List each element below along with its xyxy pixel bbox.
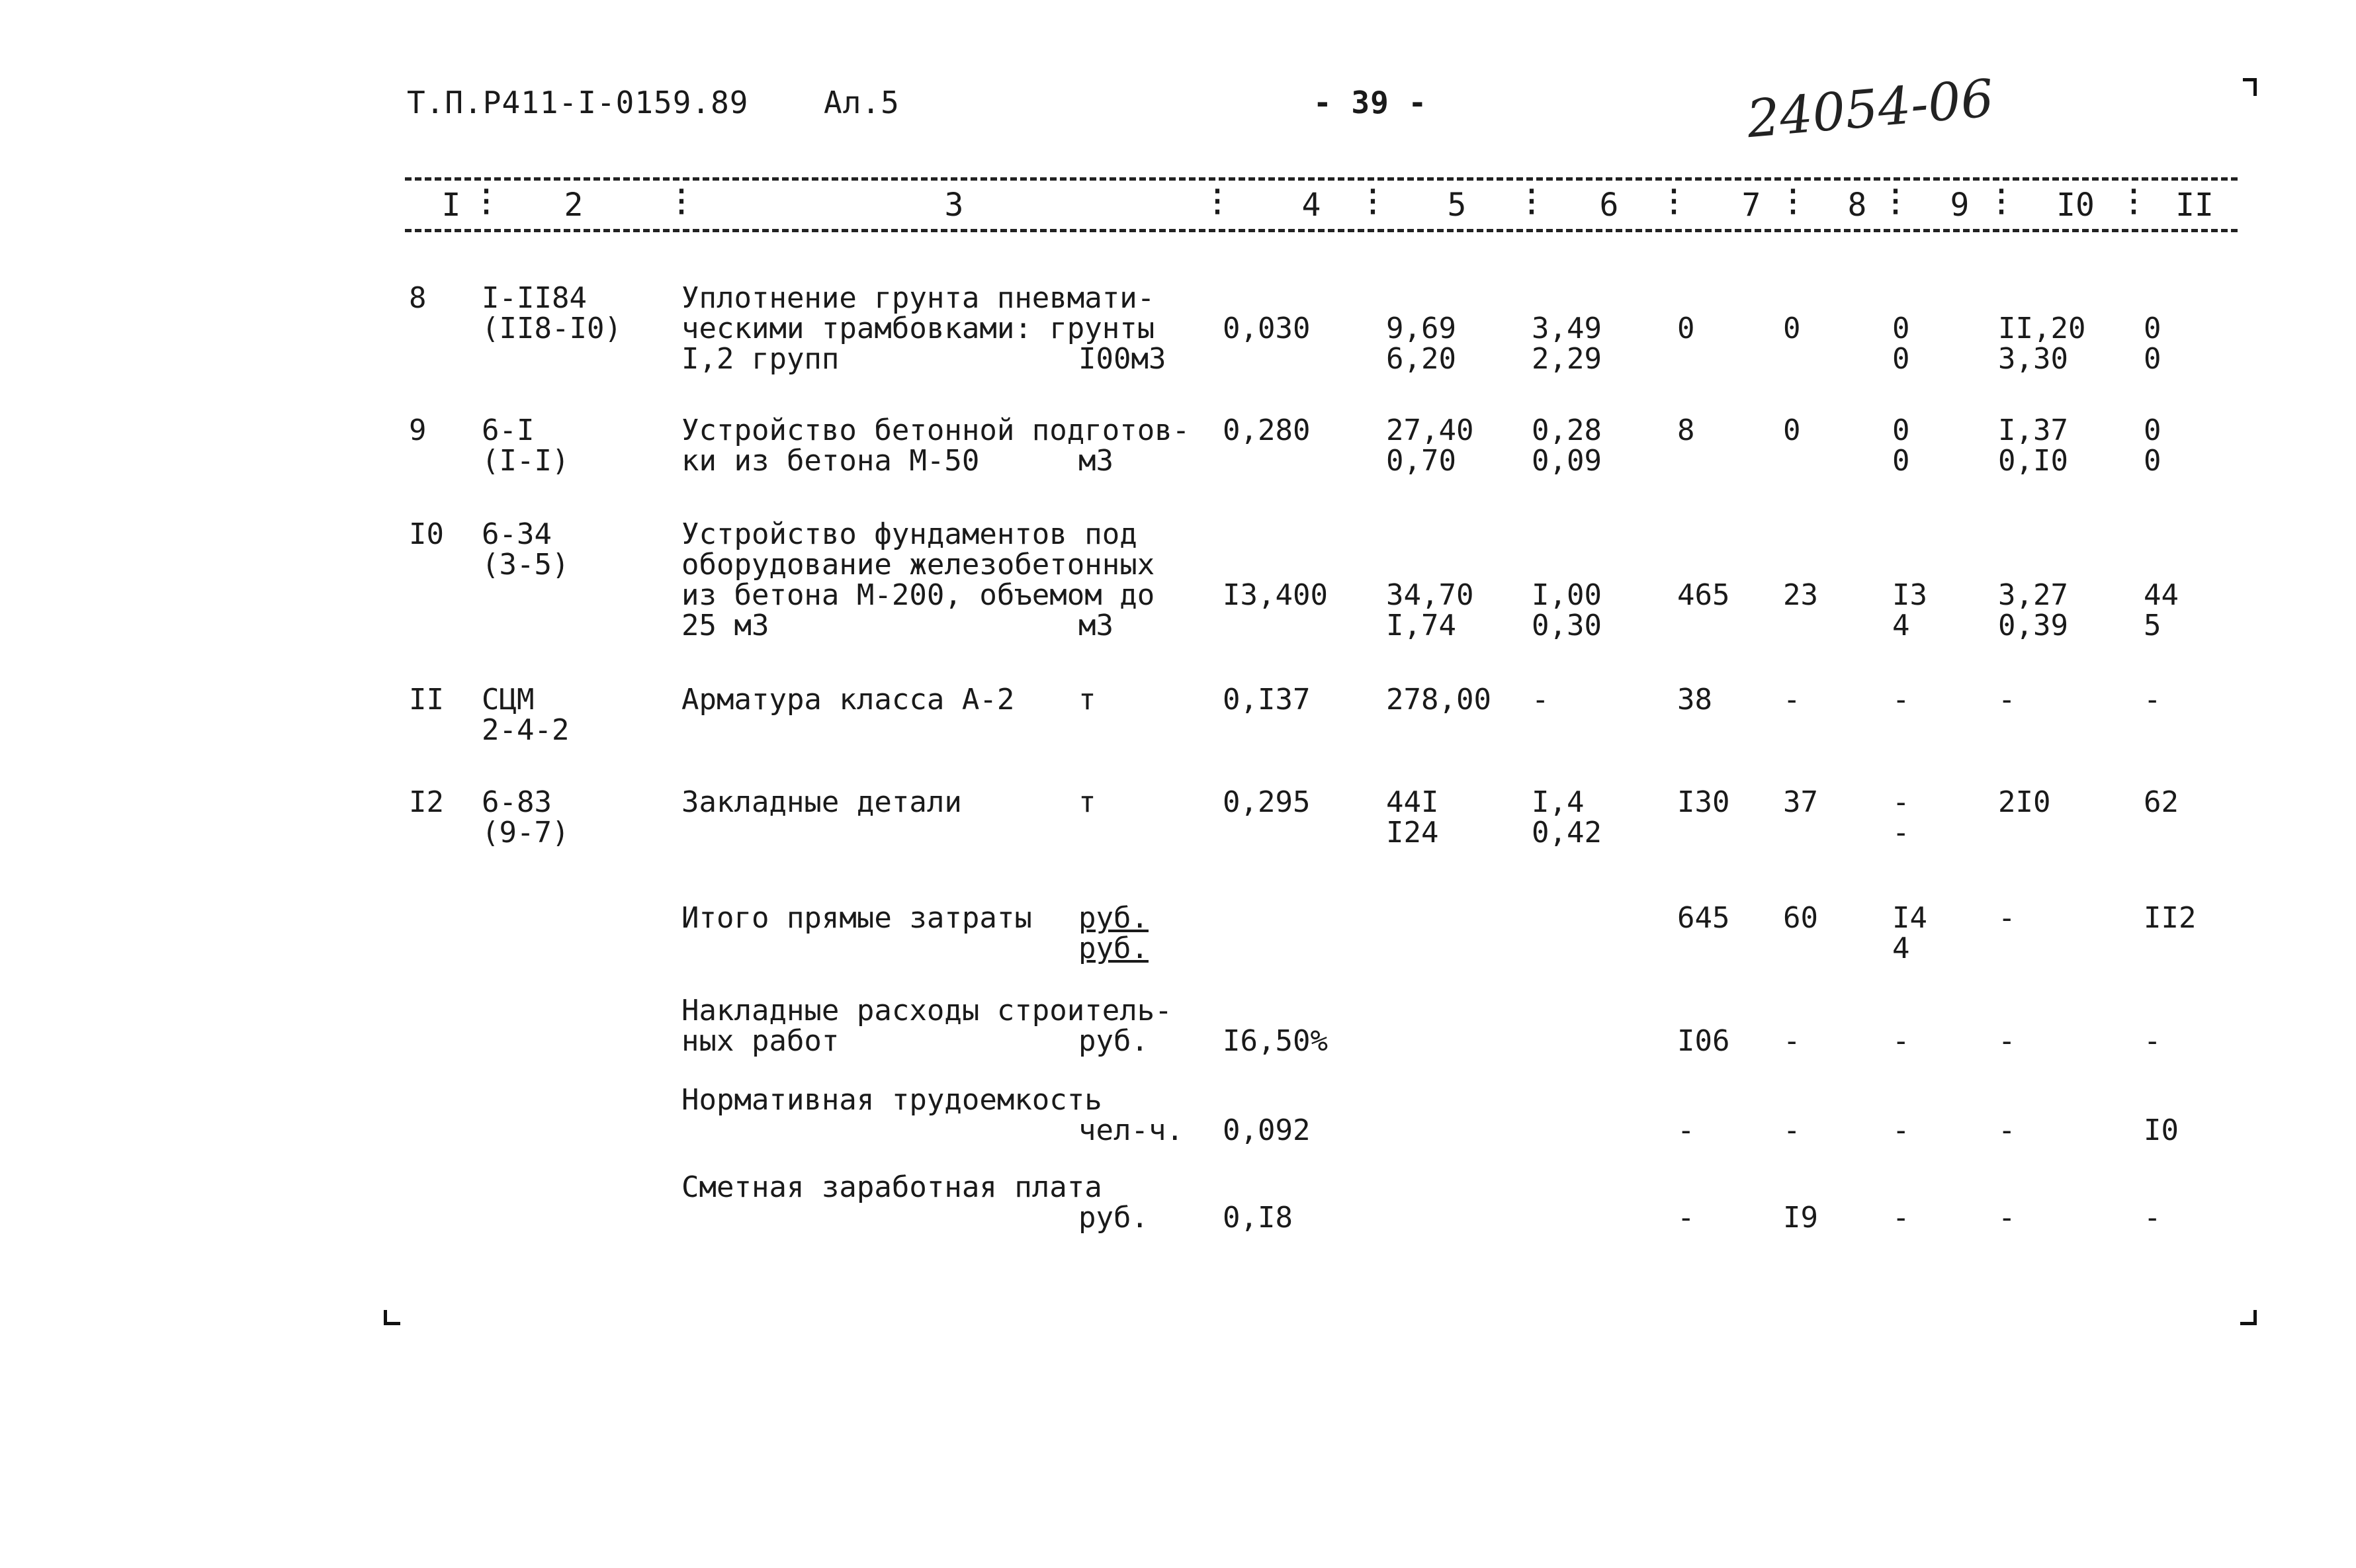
cell-unit: т xyxy=(1078,785,1096,819)
cell-desc: Устройство фундаментов под оборудование железобетонных из бетона М-200, объемом до 25 м3 xyxy=(681,517,1155,642)
cell-desc: Закладные детали xyxy=(681,785,962,819)
column-number: 8 xyxy=(1847,187,1867,224)
cell-c8: I9 xyxy=(1783,1201,1818,1235)
cell-c8: 60 xyxy=(1783,901,1818,935)
cell-c10: I,37 0,I0 xyxy=(1998,414,2068,478)
cell-c9: - xyxy=(1892,683,1910,717)
cell-unit: руб. xyxy=(1078,1024,1149,1058)
cell-unit: чел-ч. xyxy=(1078,1113,1184,1147)
cell-unit: руб. xyxy=(1078,1201,1149,1235)
column-number: 4 xyxy=(1301,187,1321,224)
cell-c8: - xyxy=(1783,683,1801,717)
cell-c8: 0 xyxy=(1783,312,1801,345)
cell-c10: II,20 3,30 xyxy=(1998,312,2086,376)
cell-c6: - xyxy=(1532,683,1549,717)
cell-c9: 0 0 xyxy=(1892,414,1910,478)
cell-num: I2 xyxy=(409,785,444,819)
cell-qty: I6,50% xyxy=(1223,1024,1328,1058)
cell-qty: 0,092 xyxy=(1223,1113,1311,1147)
cell-num: I0 xyxy=(409,517,444,551)
cell-desc: Устройство бетонной подготов- ки из бетона М-50 xyxy=(681,414,1190,478)
column-separator: ⋮ xyxy=(666,183,697,218)
column-separator: ⋮ xyxy=(1880,183,1911,218)
column-separator: ⋮ xyxy=(1986,183,2017,218)
cell-desc: Уплотнение грунта пневмати- ческими трамбовками: грунты I,2 групп xyxy=(681,281,1155,376)
cell-c5: 34,70 I,74 xyxy=(1386,578,1474,642)
cell-c9: - xyxy=(1892,1024,1910,1058)
cell-unit: м3 xyxy=(1078,444,1113,478)
cell-c11: 62 xyxy=(2144,785,2179,819)
cell-code: 6-34 (3-5) xyxy=(482,517,570,582)
column-separator: ⋮ xyxy=(1516,183,1547,218)
cell-c11: 0 0 xyxy=(2144,414,2161,478)
cell-c10: - xyxy=(1998,1201,2016,1235)
cell-desc: Итого прямые затраты xyxy=(681,901,1032,935)
cell-c10: 3,27 0,39 xyxy=(1998,578,2068,642)
cell-c9: - xyxy=(1892,1113,1910,1147)
doc-code: Т.П.Р411-I-0159.89 xyxy=(407,85,749,120)
cell-c8: - xyxy=(1783,1113,1801,1147)
cell-c9: I3 4 xyxy=(1892,578,1927,642)
cell-c6: I,00 0,30 xyxy=(1532,578,1602,642)
cell-c6: 0,28 0,09 xyxy=(1532,414,1602,478)
cell-qty: 0,295 xyxy=(1223,785,1311,819)
cell-c5: 9,69 6,20 xyxy=(1386,312,1456,376)
column-separator: ⋮ xyxy=(1659,183,1689,218)
column-number: I xyxy=(441,187,461,224)
cell-c8: 37 xyxy=(1783,785,1818,819)
cell-c9: - xyxy=(1892,1201,1910,1235)
cell-desc: Сметная заработная плата xyxy=(681,1170,1102,1204)
cell-code: СЦМ 2-4-2 xyxy=(482,683,570,747)
column-number: I0 xyxy=(2056,187,2095,224)
column-number: 2 xyxy=(564,187,584,224)
column-separator: ⋮ xyxy=(1202,183,1233,218)
cell-c7: 38 xyxy=(1677,683,1712,717)
cell-desc: Арматура класса А-2 xyxy=(681,683,1015,717)
cell-c7: I30 xyxy=(1677,785,1730,819)
cell-c10: - xyxy=(1998,1024,2016,1058)
handwritten-number: 24054-06 xyxy=(1744,68,1996,150)
cell-c7: 465 xyxy=(1677,578,1730,612)
cell-c7: 645 xyxy=(1677,901,1730,935)
cell-unit: т xyxy=(1078,683,1096,717)
cell-desc: Нормативная трудоемкость xyxy=(681,1083,1102,1117)
cell-c7: 0 xyxy=(1677,312,1695,345)
cell-code: I-II84 (II8-I0) xyxy=(482,281,622,345)
cell-unit: руб. руб. xyxy=(1078,901,1149,965)
cell-c7: 8 xyxy=(1677,414,1695,447)
cell-c11: - xyxy=(2144,1201,2161,1235)
cell-c11: - xyxy=(2144,683,2161,717)
cell-c9: - - xyxy=(1892,785,1910,849)
cell-c11: 44 5 xyxy=(2144,578,2179,642)
cell-c8: - xyxy=(1783,1024,1801,1058)
cell-c10: - xyxy=(1998,901,2016,935)
cell-qty: 0,030 xyxy=(1223,312,1311,345)
cell-c7: - xyxy=(1677,1113,1695,1147)
cell-c10: - xyxy=(1998,683,2016,717)
cell-c9: I4 4 xyxy=(1892,901,1927,965)
cell-c11: II2 xyxy=(2144,901,2197,935)
cell-c7: I06 xyxy=(1677,1024,1730,1058)
column-number: 7 xyxy=(1741,187,1761,224)
cell-num: 8 xyxy=(409,281,427,315)
cell-c7: - xyxy=(1677,1201,1695,1235)
corner-mark-bottom-left xyxy=(384,1310,400,1325)
column-separator: ⋮ xyxy=(1778,183,1808,218)
cell-c11: I0 xyxy=(2144,1113,2179,1147)
cell-c8: 23 xyxy=(1783,578,1818,612)
page-number: - 39 - xyxy=(1313,85,1428,120)
corner-mark-bottom-right xyxy=(2240,1310,2257,1325)
cell-qty: 0,I8 xyxy=(1223,1201,1293,1235)
cell-c11: - xyxy=(2144,1024,2161,1058)
cell-c9: 0 0 xyxy=(1892,312,1910,376)
cell-c8: 0 xyxy=(1783,414,1801,447)
cell-num: II xyxy=(409,683,444,717)
column-number-row xyxy=(405,177,2238,236)
cell-c5: 27,40 0,70 xyxy=(1386,414,1474,478)
cell-unit: I00м3 xyxy=(1078,342,1166,376)
cell-code: 6-83 (9-7) xyxy=(482,785,570,849)
column-separator: ⋮ xyxy=(2118,183,2149,218)
cell-c10: 2I0 xyxy=(1998,785,2051,819)
column-number: 5 xyxy=(1447,187,1467,224)
sheet-label: Ал.5 xyxy=(824,85,900,120)
cell-qty: 0,I37 xyxy=(1223,683,1311,717)
column-separator: ⋮ xyxy=(1358,183,1388,218)
column-number: 6 xyxy=(1599,187,1619,224)
column-separator: ⋮ xyxy=(471,183,502,218)
column-number: II xyxy=(2175,187,2214,224)
cell-c6: 3,49 2,29 xyxy=(1532,312,1602,376)
cell-code: 6-I (I-I) xyxy=(482,414,570,478)
corner-mark-top-right xyxy=(2243,78,2257,96)
cell-num: 9 xyxy=(409,414,427,447)
cell-c6: I,4 0,42 xyxy=(1532,785,1602,849)
cell-c10: - xyxy=(1998,1113,2016,1147)
cell-desc: Накладные расходы строитель- ных работ xyxy=(681,994,1172,1058)
cell-qty: 0,280 xyxy=(1223,414,1311,447)
cell-c5: 278,00 xyxy=(1386,683,1491,717)
cell-c5: 44I I24 xyxy=(1386,785,1439,849)
column-number: 9 xyxy=(1950,187,1970,224)
column-number: 3 xyxy=(944,187,964,224)
cell-c11: 0 0 xyxy=(2144,312,2161,376)
cell-unit: м3 xyxy=(1078,609,1113,642)
cell-qty: I3,400 xyxy=(1223,578,1328,612)
